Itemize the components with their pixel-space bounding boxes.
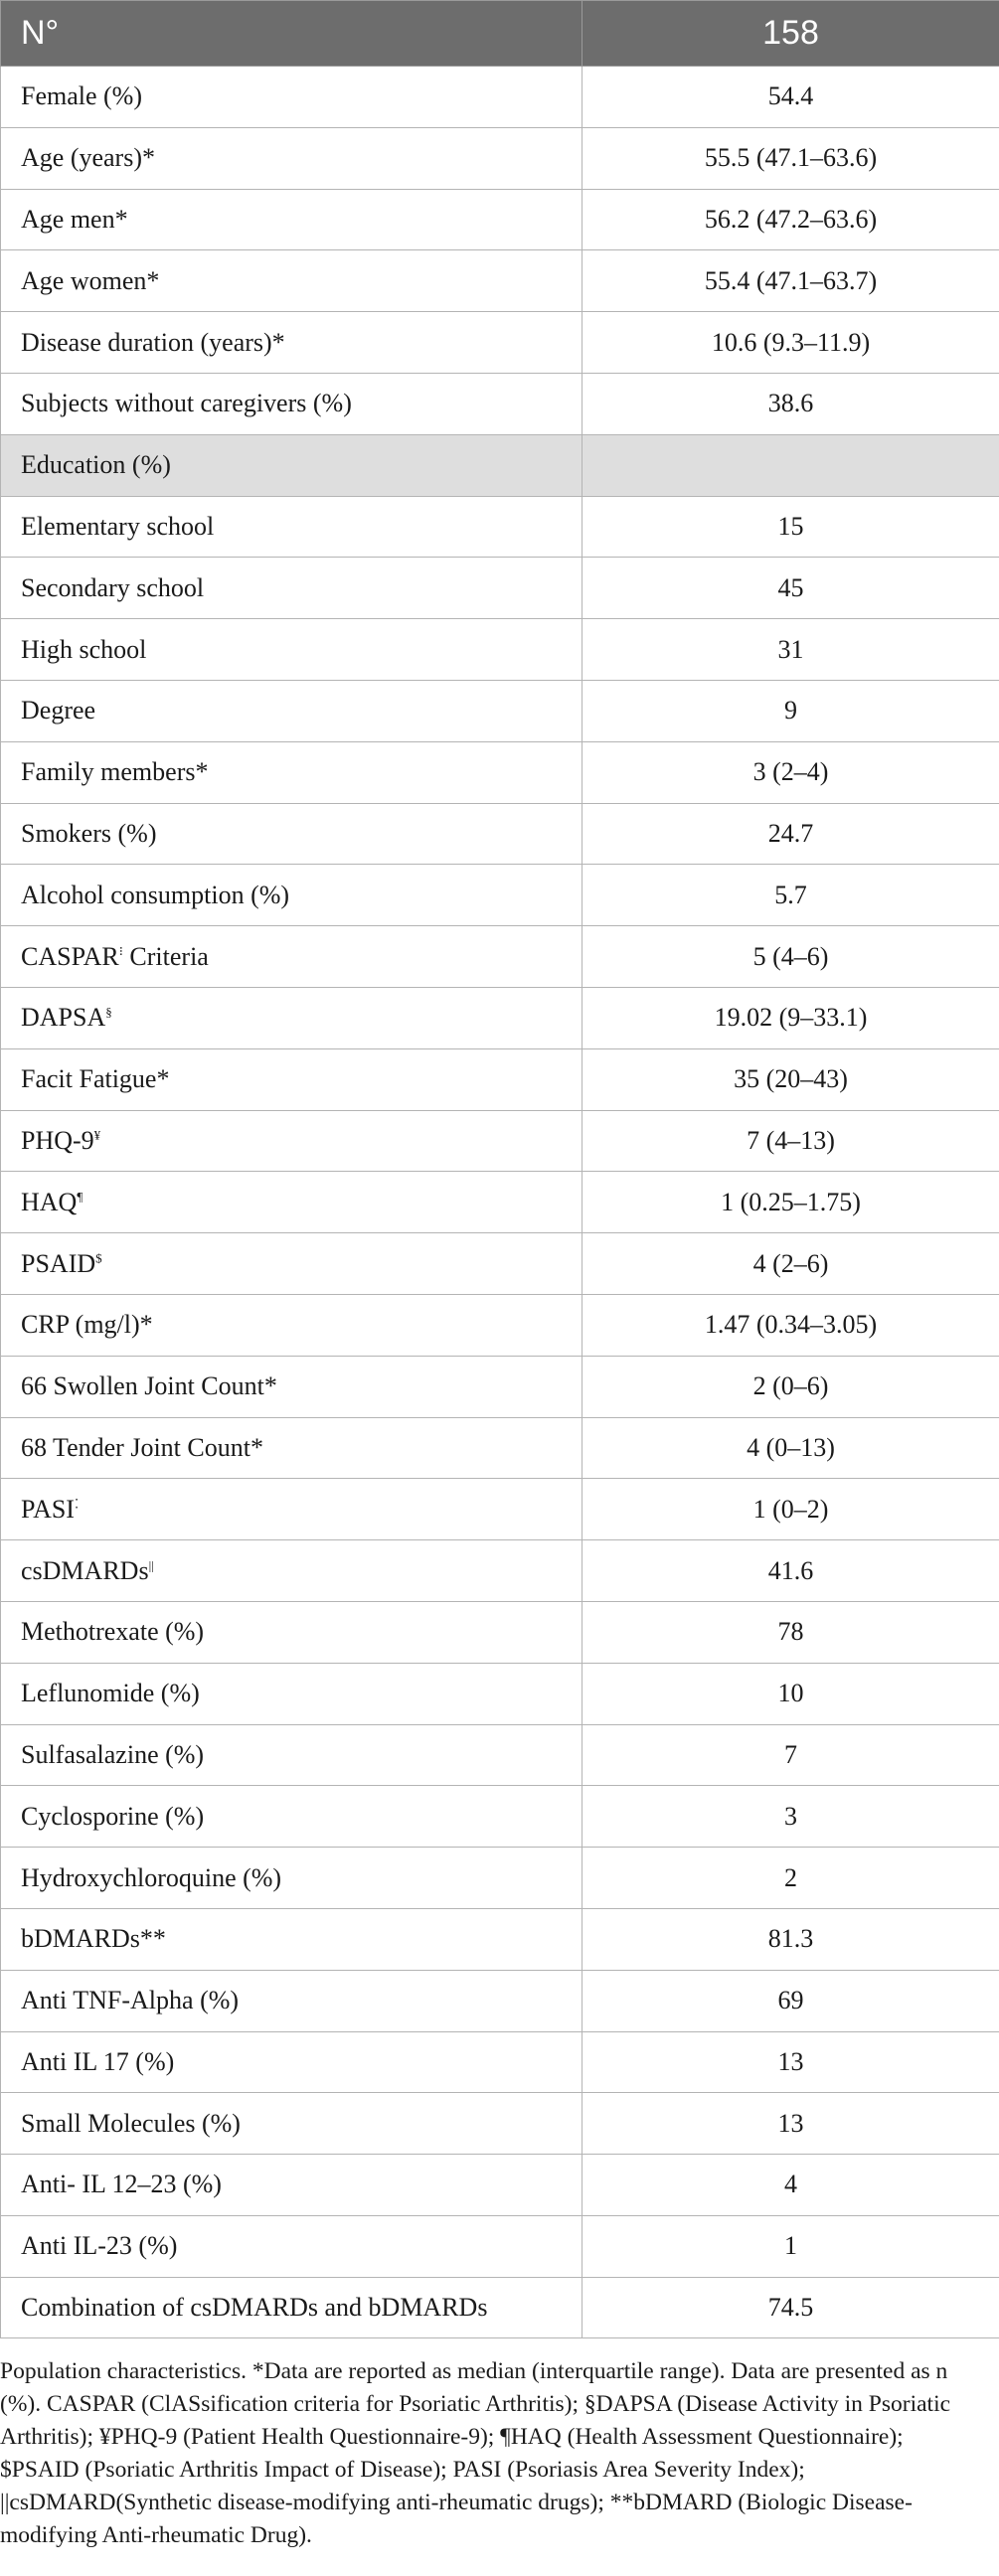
row-value-cell: 7 (4–13) [583, 1110, 999, 1172]
row-value-cell: 35 (20–43) [583, 1048, 999, 1110]
table-row [1, 987, 999, 1048]
row-label-cell [1, 987, 583, 1048]
table-row [1, 558, 999, 619]
row-label: Degree [21, 696, 96, 725]
row-label: High school [21, 634, 147, 664]
table-row [1, 189, 999, 250]
row-label-footnote-marker: $ [95, 1249, 102, 1265]
row-label: PSAID [21, 1248, 96, 1278]
row-label-cell [1, 127, 583, 189]
section-value-cell [583, 434, 999, 496]
row-value-cell: 24.7 [583, 803, 999, 865]
row-value-cell: 41.6 [583, 1540, 999, 1602]
row-value-cell: 15 [583, 496, 999, 558]
row-label: Anti TNF-Alpha (%) [21, 1986, 240, 2015]
row-label: Subjects without caregivers (%) [21, 389, 352, 418]
table-row [1, 1172, 999, 1233]
row-label-cell [1, 1110, 583, 1172]
row-label-cell [1, 1479, 583, 1540]
row-label: Smokers (%) [21, 818, 157, 848]
row-label-suffix: Criteria [122, 941, 209, 971]
row-label-cell [1, 1663, 583, 1724]
table-row [1, 1663, 999, 1724]
row-label-cell [1, 2031, 583, 2093]
row-value-cell: 1 [583, 2215, 999, 2277]
row-value-cell: 1.47 (0.34–3.05) [583, 1294, 999, 1356]
table-row [1, 312, 999, 374]
row-label: CRP (mg/l)* [21, 1310, 153, 1340]
row-label-cell [1, 1848, 583, 1909]
table-row [1, 67, 999, 128]
row-value-cell: 1 (0.25–1.75) [583, 1172, 999, 1233]
table-row [1, 2277, 999, 2338]
row-label-cell [1, 312, 583, 374]
row-value-cell: 5.7 [583, 865, 999, 926]
row-value-cell: 78 [583, 1601, 999, 1663]
table-row [1, 2215, 999, 2277]
row-label-cell [1, 2093, 583, 2155]
row-label: 68 Tender Joint Count* [21, 1432, 263, 1462]
row-label: bDMARDs** [21, 1924, 166, 1954]
table-row [1, 1540, 999, 1602]
table-row [1, 1233, 999, 1295]
row-value-cell: 55.5 (47.1–63.6) [583, 127, 999, 189]
row-value-cell: 74.5 [583, 2277, 999, 2338]
row-label-footnote-marker: ¥ [93, 1127, 101, 1143]
row-label-cell [1, 1908, 583, 1970]
row-value-cell: 38.6 [583, 373, 999, 434]
table-header [1, 1, 999, 67]
row-label-cell [1, 865, 583, 926]
row-label: Elementary school [21, 511, 215, 541]
row-label: Combination of csDMARDs and bDMARDs [21, 2293, 488, 2323]
table-row [1, 1110, 999, 1172]
table-row [1, 2093, 999, 2155]
row-value-cell: 2 (0–6) [583, 1356, 999, 1417]
table-row [1, 1724, 999, 1786]
table-row [1, 1417, 999, 1479]
table-row [1, 803, 999, 865]
row-value-cell: 1 (0–2) [583, 1479, 999, 1540]
table-row [1, 926, 999, 988]
table-row [1, 1908, 999, 1970]
row-label: Education (%) [21, 450, 171, 480]
row-value-cell: 81.3 [583, 1908, 999, 1970]
row-label-cell [1, 619, 583, 681]
row-label-cell [1, 2215, 583, 2277]
row-label-cell [1, 1724, 583, 1786]
table-row [1, 1601, 999, 1663]
row-label: Secondary school [21, 572, 205, 602]
row-value-cell: 56.2 (47.2–63.6) [583, 189, 999, 250]
row-value-cell: 55.4 (47.1–63.7) [583, 250, 999, 312]
row-label-footnote-marker: ⁝ [118, 942, 123, 958]
table-row [1, 1786, 999, 1848]
row-label-footnote-marker: § [105, 1004, 112, 1020]
row-value-cell: 4 [583, 2155, 999, 2216]
row-value-cell: 3 (2–4) [583, 741, 999, 803]
row-label: 66 Swollen Joint Count* [21, 1371, 277, 1401]
row-label: Age men* [21, 204, 128, 234]
row-value-cell: 13 [583, 2031, 999, 2093]
row-value-cell: 31 [583, 619, 999, 681]
row-label-cell [1, 67, 583, 128]
row-label-cell [1, 803, 583, 865]
row-label-cell [1, 1417, 583, 1479]
table-row [1, 1848, 999, 1909]
row-label-cell [1, 1356, 583, 1417]
row-label-cell [1, 496, 583, 558]
row-label: Anti IL-23 (%) [21, 2231, 178, 2261]
table-row [1, 741, 999, 803]
section-row [1, 434, 999, 496]
row-label: Sulfasalazine (%) [21, 1739, 205, 1769]
row-value-cell: 54.4 [583, 67, 999, 128]
row-value-cell: 4 (0–13) [583, 1417, 999, 1479]
row-label-cell [1, 1233, 583, 1295]
table-footnote: Population characteristics. *Data are reported as median (interquartile range). Data are presented as n (%). CASPAR (ClASsification criteria for Psoriatic Arthritis); §DAPSA (Disease Activity in Psoriatic Arthritis); ¥PHQ-9 (Patient Health Questionnaire-9); ¶HAQ (Health Assessment Questionnaire); $PSAID (Psoriatic Arthritis Impact of Disease); PASI (Psoriasis Area Severity Index); ||csDMARD(Synthetic disease-modifying anti-rheumatic drugs); **bDMARD (Biologic Disease-modifying Anti-rheumatic Drug). [0, 2358, 951, 2548]
row-label-footnote-marker: || [148, 1556, 154, 1572]
table-row [1, 496, 999, 558]
table-row [1, 1048, 999, 1110]
section-label-cell [1, 434, 583, 496]
table-row [1, 1356, 999, 1417]
row-label-cell [1, 1048, 583, 1110]
row-label: Female (%) [21, 81, 143, 111]
row-label: PHQ-9 [21, 1125, 94, 1155]
row-value-cell: 9 [583, 680, 999, 741]
row-label-cell [1, 1601, 583, 1663]
row-label: Facit Fatigue* [21, 1064, 170, 1094]
table-row [1, 1479, 999, 1540]
row-label: Anti- IL 12–23 (%) [21, 2170, 222, 2199]
row-label-cell [1, 189, 583, 250]
row-label-cell [1, 926, 583, 988]
table-body [1, 67, 999, 2338]
row-value-cell: 45 [583, 558, 999, 619]
row-label-cell [1, 1172, 583, 1233]
row-label-cell [1, 250, 583, 312]
row-label: PASI [21, 1494, 75, 1524]
row-label: Small Molecules (%) [21, 2108, 241, 2138]
row-value-cell: 5 (4–6) [583, 926, 999, 988]
row-label: Anti IL 17 (%) [21, 2046, 175, 2076]
table-row [1, 1294, 999, 1356]
table-row [1, 619, 999, 681]
table-row [1, 2155, 999, 2216]
row-label-cell [1, 741, 583, 803]
table-row [1, 865, 999, 926]
row-label: Leflunomide (%) [21, 1679, 200, 1708]
table-row [1, 250, 999, 312]
table-row [1, 680, 999, 741]
header-value-cell: 158 [583, 1, 999, 67]
row-label: DAPSA [21, 1003, 106, 1033]
row-label: Alcohol consumption (%) [21, 880, 290, 909]
row-label-cell [1, 1540, 583, 1602]
table-row [1, 373, 999, 434]
row-label-footnote-marker: ¶ [77, 1189, 83, 1205]
table-row [1, 1970, 999, 2031]
row-label: Cyclosporine (%) [21, 1801, 205, 1831]
row-label: HAQ [21, 1187, 78, 1216]
row-label-cell [1, 373, 583, 434]
row-label-footnote-marker: ⁚ [74, 1496, 80, 1512]
row-label: CASPAR [21, 941, 119, 971]
row-label-cell [1, 1786, 583, 1848]
table-row [1, 2031, 999, 2093]
row-value-cell: 10 [583, 1663, 999, 1724]
table-row [1, 127, 999, 189]
row-value-cell: 10.6 (9.3–11.9) [583, 312, 999, 374]
header-label-cell: N° [1, 1, 583, 67]
row-label-cell [1, 2277, 583, 2338]
row-label: Methotrexate (%) [21, 1617, 205, 1647]
row-value-cell: 3 [583, 1786, 999, 1848]
row-value-cell: 4 (2–6) [583, 1233, 999, 1295]
row-label: Disease duration (years)* [21, 327, 285, 357]
row-value-cell: 19.02 (9–33.1) [583, 987, 999, 1048]
row-label-cell [1, 680, 583, 741]
row-label-cell [1, 558, 583, 619]
row-label: Family members* [21, 757, 209, 787]
row-value-cell: 69 [583, 1970, 999, 2031]
row-label: Hydroxychloroquine (%) [21, 1862, 282, 1892]
row-label: Age (years)* [21, 143, 155, 173]
row-value-cell: 7 [583, 1724, 999, 1786]
header-row [1, 1, 999, 67]
row-label: csDMARDs [21, 1555, 149, 1585]
row-label-cell [1, 1970, 583, 2031]
row-label: Age women* [21, 265, 160, 295]
row-label-cell [1, 2155, 583, 2216]
row-value-cell: 13 [583, 2093, 999, 2155]
row-value-cell: 2 [583, 1848, 999, 1909]
row-label-cell [1, 1294, 583, 1356]
